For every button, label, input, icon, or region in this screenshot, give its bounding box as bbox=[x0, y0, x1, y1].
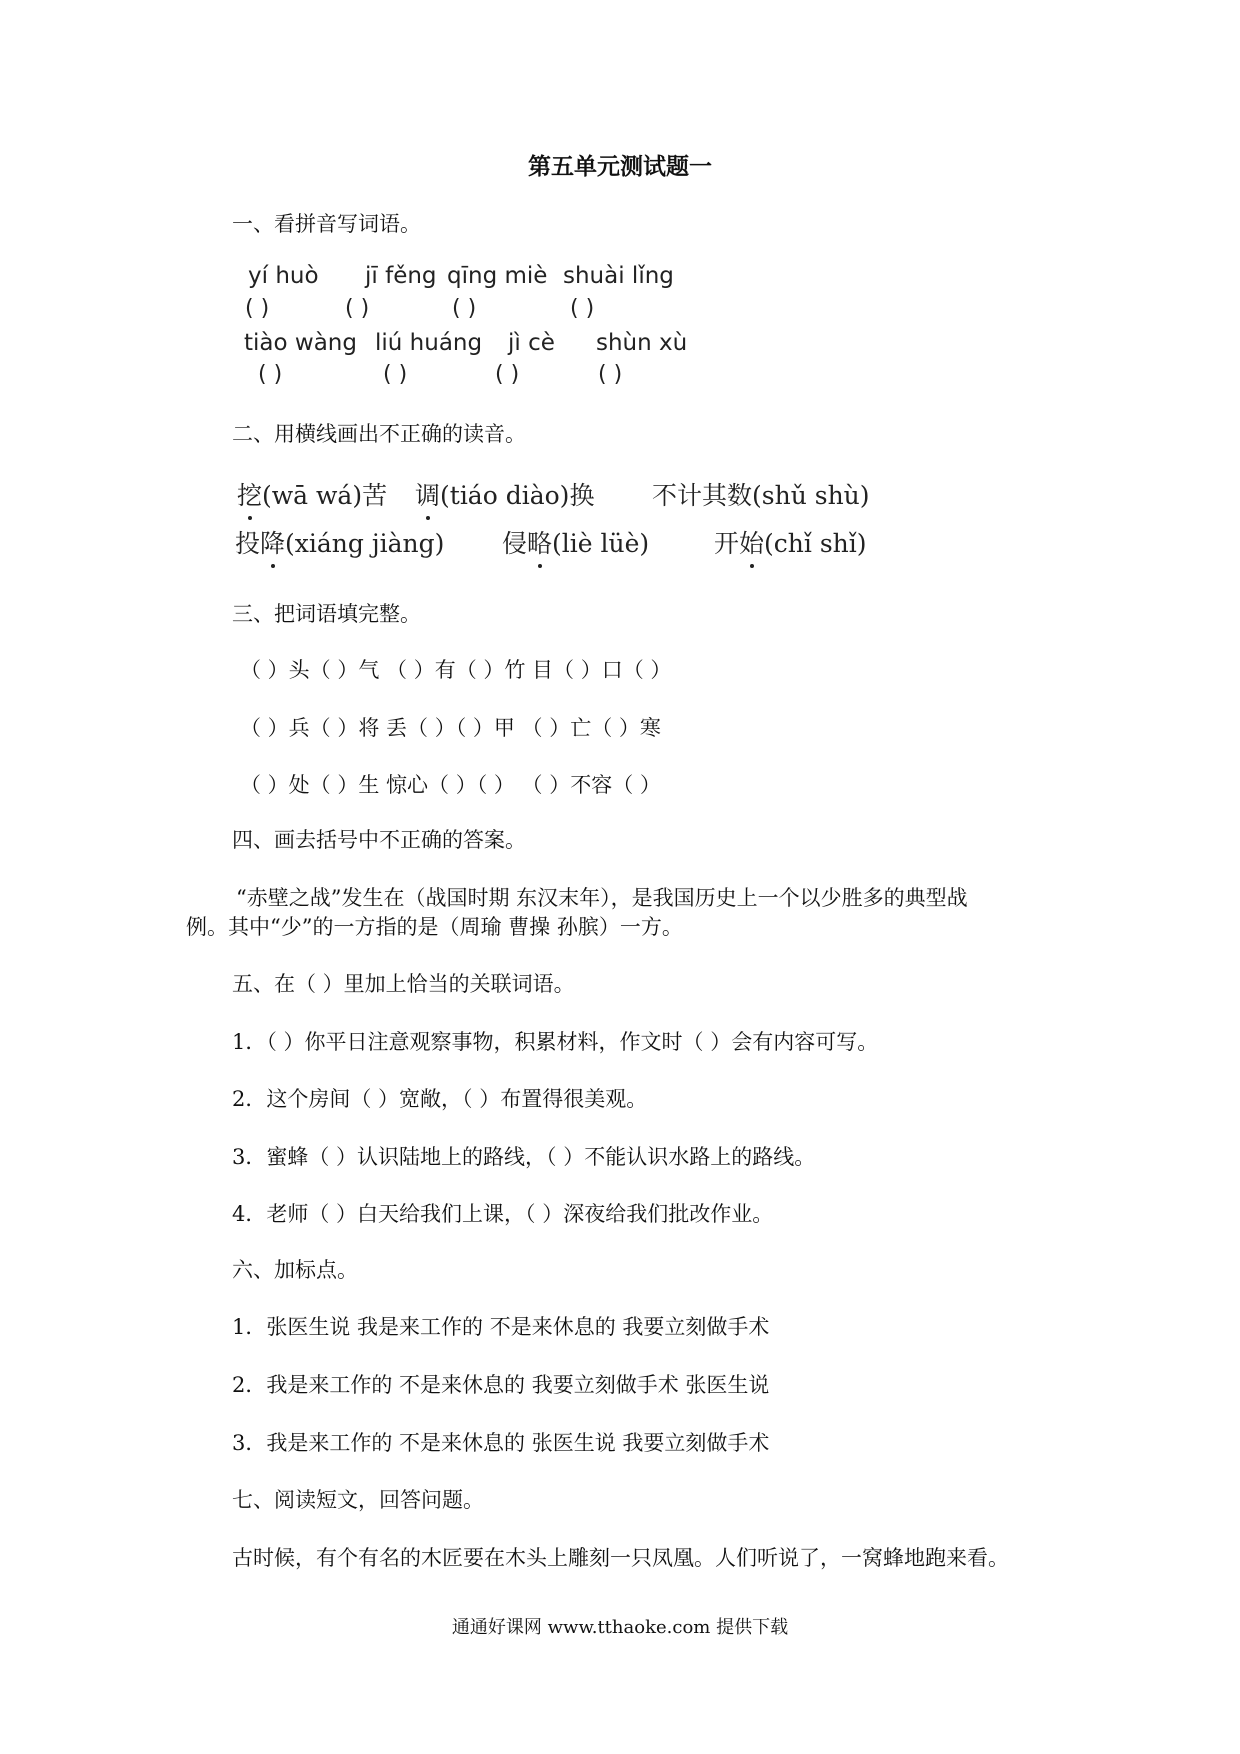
answer-blank: ( ) bbox=[383, 362, 408, 387]
reading-item bbox=[502, 524, 649, 560]
word-char: 略 bbox=[527, 524, 552, 560]
item-pinyin: (liè lüè) bbox=[552, 529, 650, 558]
reading-item bbox=[235, 524, 444, 560]
pinyin-word: jī fěng bbox=[365, 263, 437, 289]
fill-line: （ ）头（ ）气 （ ）有（ ）竹 目（ ）口（ ） bbox=[240, 658, 672, 682]
pinyin-word: shuài lǐng bbox=[563, 263, 674, 289]
footer-text: 通通好课网 www.tthaoke.com 提供下载 bbox=[451, 1617, 789, 1638]
word-char: 始 bbox=[739, 524, 764, 560]
answer-blank: ( ) bbox=[345, 296, 370, 321]
question-item: 2．这个房间（ ）宽敞，（ ）布置得很美观。 bbox=[232, 1087, 648, 1111]
item-pinyin: (chǐ shǐ) bbox=[764, 529, 867, 558]
answer-blank: ( ) bbox=[570, 296, 595, 321]
answer-blank: ( ) bbox=[245, 296, 270, 321]
paragraph-line: 例。其中“少”的一方指的是（周瑜 曹操 孙膑）一方。 bbox=[186, 915, 683, 939]
item-pinyin: 数(shǔ shù) bbox=[727, 481, 870, 510]
word-char: 投 bbox=[235, 529, 261, 558]
section-3-heading: 三、把词语填完整。 bbox=[232, 602, 421, 626]
answer-blank: ( ) bbox=[452, 296, 477, 321]
pinyin-word: tiào wàng bbox=[244, 330, 357, 356]
pinyin-word: jì cè bbox=[508, 330, 555, 356]
reading-item bbox=[237, 476, 387, 512]
section-2-heading: 二、用横线画出不正确的读音。 bbox=[232, 422, 526, 446]
question-item: 3．我是来工作的 不是来休息的 张医生说 我要立刻做手术 bbox=[232, 1431, 770, 1455]
section-7-heading: 七、阅读短文，回答问题。 bbox=[232, 1488, 484, 1512]
reading-item bbox=[415, 476, 594, 512]
reading-item bbox=[652, 476, 870, 512]
question-item: 3．蜜蜂（ ）认识陆地上的路线，（ ）不能认识水路上的路线。 bbox=[232, 1145, 816, 1169]
word-char: 挖 bbox=[237, 476, 262, 512]
question-item: 2．我是来工作的 不是来休息的 我要立刻做手术 张医生说 bbox=[232, 1373, 770, 1397]
question-item: 1．（ ）你平日注意观察事物，积累材料，作文时（ ）会有内容可写。 bbox=[232, 1030, 879, 1054]
pinyin-word: yí huò bbox=[248, 263, 319, 289]
section-5-heading: 五、在（ ）里加上恰当的关联词语。 bbox=[232, 972, 575, 996]
reading-item bbox=[714, 524, 867, 560]
page-title: 第五单元测试题一 bbox=[528, 153, 712, 180]
word-char: 调 bbox=[415, 476, 440, 512]
fill-line: （ ）兵（ ）将 丢（ ）（ ）甲 （ ）亡（ ）寒 bbox=[240, 716, 661, 740]
answer-blank: ( ) bbox=[258, 362, 283, 387]
pinyin-word: liú huáng bbox=[375, 330, 483, 356]
item-pinyin: (wā wá) bbox=[262, 481, 363, 510]
fill-line: （ ）处（ ）生 惊心（ ）（ ） （ ）不容（ ） bbox=[240, 773, 661, 797]
paragraph-line: “赤壁之战”发生在（战国时期 东汉末年），是我国历史上一个以少胜多的典型战 bbox=[236, 886, 968, 910]
word-char: 不计其 bbox=[652, 481, 728, 510]
reading-passage: 古时候，有个有名的木匠要在木头上雕刻一只凤凰。人们听说了，一窝蜂地跑来看。 bbox=[232, 1546, 1009, 1570]
word-char: 开 bbox=[714, 529, 740, 558]
answer-blank: ( ) bbox=[598, 362, 623, 387]
section-4-heading: 四、画去括号中不正确的答案。 bbox=[232, 828, 526, 852]
answer-blank: ( ) bbox=[495, 362, 520, 387]
question-item: 1．张医生说 我是来工作的 不是来休息的 我要立刻做手术 bbox=[232, 1315, 770, 1339]
item-pinyin: (tiáo diào) bbox=[440, 481, 570, 510]
word-char: 换 bbox=[569, 481, 595, 510]
word-char: 侵 bbox=[502, 529, 528, 558]
item-pinyin: (xiáng jiàng) bbox=[285, 529, 445, 558]
word-char: 降 bbox=[260, 524, 285, 560]
section-1-heading: 一、看拼音写词语。 bbox=[232, 212, 421, 236]
word-char: 苦 bbox=[362, 481, 388, 510]
section-6-heading: 六、加标点。 bbox=[232, 1258, 358, 1282]
pinyin-word: qīng miè bbox=[447, 263, 548, 289]
question-item: 4．老师（ ）白天给我们上课，（ ）深夜给我们批改作业。 bbox=[232, 1202, 774, 1226]
pinyin-word: shùn xù bbox=[596, 330, 688, 356]
